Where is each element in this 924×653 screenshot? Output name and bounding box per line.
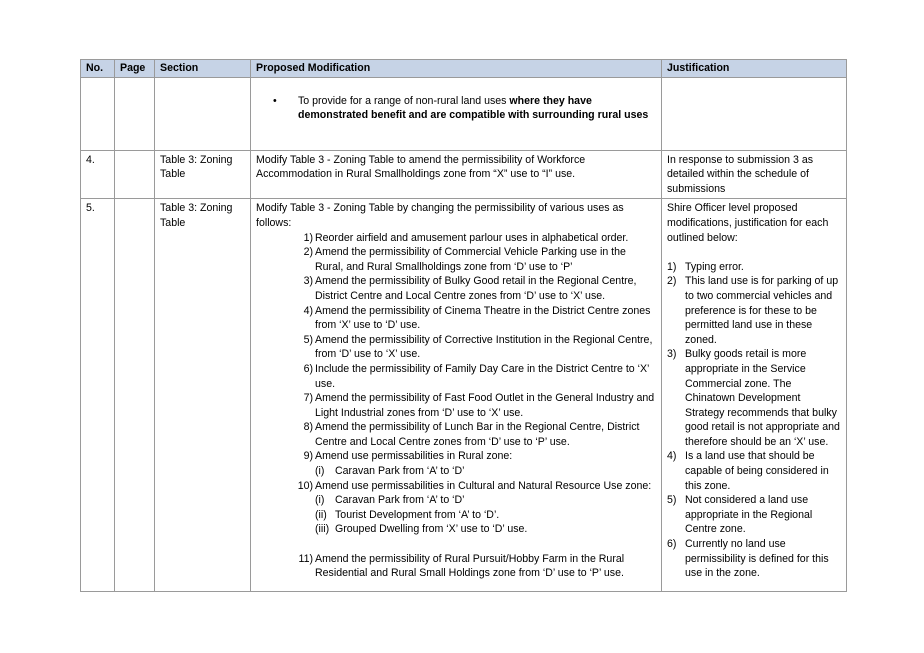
bullet-icon: • bbox=[273, 94, 277, 107]
list-item: 6) Include the permissibility of Family Day Care in the District Centre to ‘X’ use. bbox=[303, 362, 650, 390]
list-item: 3) Bulky goods retail is more appropriate in the Service Commercial zone. The Chinatown Development Strategy recommends that bulky good retail is not appropriate and therefore should be an ‘X’ use. bbox=[667, 348, 840, 448]
row-modification: Modify Table 3 - Zoning Table to amend the permissibility of Workforce Accommodation in Rural Smallholdings zone from “X” use to “I” use. bbox=[251, 150, 662, 199]
bullet-text-bold: where they have demonstrated benefit and are compatible with surrounding rural uses bbox=[298, 94, 649, 122]
sub-list bbox=[315, 464, 656, 479]
modifications-table bbox=[80, 59, 847, 592]
list-item: 9) Amend use permissabilities in Rural zone: (i) Caravan Park from ‘A’ to ‘D’ bbox=[256, 449, 656, 478]
modification-list bbox=[256, 231, 656, 581]
justification-intro: Shire Officer level proposed modifications, justification for each outlined below: bbox=[667, 202, 829, 244]
list-item: 4) Is a land use that should be capable of being considered in this zone. bbox=[667, 450, 829, 492]
row-section: Table 3: Zoning Table bbox=[155, 199, 251, 592]
header-no: No. bbox=[81, 60, 115, 78]
modification-intro: Modify Table 3 - Zoning Table by changing the permissibility of various uses as follows: bbox=[256, 202, 624, 229]
table-row bbox=[81, 150, 847, 199]
row-modification bbox=[251, 199, 662, 592]
list-item: 8) Amend the permissibility of Lunch Bar in the Regional Centre, District Centre and Local Centre zones from ‘D’ use to ‘P’ use. bbox=[303, 421, 640, 448]
sub-list-item: (iii) Grouped Dwelling from ‘X’ use to ‘D’ use. bbox=[315, 523, 528, 536]
cell-justification bbox=[662, 77, 847, 150]
cell-section bbox=[155, 77, 251, 150]
bullet-text-regular: To provide for a range of non-rural land uses bbox=[298, 94, 510, 107]
row-number: 5. bbox=[81, 199, 115, 592]
cell-page bbox=[115, 77, 155, 150]
table-row-continued bbox=[81, 77, 847, 150]
table-row bbox=[81, 199, 847, 592]
sub-list bbox=[315, 493, 656, 537]
list-item: 1) Typing error. bbox=[667, 260, 744, 273]
header-justification: Justification bbox=[662, 60, 847, 78]
cell-no bbox=[81, 77, 115, 150]
header-proposed-modification: Proposed Modification bbox=[251, 60, 662, 78]
list-item: 6) Currently no land use permissibility is defined for this use in the zone. bbox=[667, 538, 829, 580]
cell-modification bbox=[251, 77, 662, 150]
list-item: 5) Amend the permissibility of Corrective Institution in the Regional Centre, from ‘D’ use to ‘X’ use. bbox=[303, 333, 653, 361]
header-section: Section bbox=[155, 60, 251, 78]
bullet-item bbox=[256, 94, 656, 123]
list-item: 3) Amend the permissibility of Bulky Good retail in the Regional Centre, District Centre and Local Centre zones from ‘D’ use to ‘X’ use. bbox=[303, 275, 637, 302]
row-page bbox=[115, 199, 155, 592]
header-page: Page bbox=[115, 60, 155, 78]
sub-list-item: (ii) Tourist Development from ‘A’ to ‘D’. bbox=[315, 508, 500, 521]
list-item: 7) Amend the permissibility of Fast Food Outlet in the General Industry and Light Industrial zones from ‘D’ use to ‘X’ use. bbox=[303, 392, 655, 419]
list-item: 10) Amend use permissabilities in Cultural and Natural Resource Use zone: (i) Caravan Park from ‘A’ to ‘D’ (ii) Tourist Development from ‘A’ to ‘D’. (iii) Grouped Dwelling from ‘X’ use to ‘D’ use. bbox=[256, 479, 656, 552]
list-item: 2) Amend the permissibility of Commercial Vehicle Parking use in the Rural, and Rural Smallholdings zone from ‘D’ use to ‘P’ bbox=[303, 246, 626, 273]
list-item: 2) This land use is for parking of up to two commercial vehicles and preference is for these to be permitted land use in these zoned. bbox=[667, 275, 839, 346]
row-justification bbox=[662, 199, 847, 592]
justification-list bbox=[667, 260, 841, 581]
row-justification: In response to submission 3 as detailed within the schedule of submissions bbox=[662, 150, 847, 199]
list-item: 4) Amend the permissibility of Cinema Theatre in the District Centre zones from ‘X’ use to ‘D’ use. bbox=[303, 304, 651, 332]
table-header-row bbox=[81, 60, 847, 78]
list-item: 1) Reorder airfield and amusement parlour uses in alphabetical order. bbox=[303, 231, 629, 244]
sub-list-item: (i) Caravan Park from ‘A’ to ‘D’ bbox=[315, 494, 465, 507]
sub-list-item: (i) Caravan Park from ‘A’ to ‘D’ bbox=[315, 465, 465, 478]
row-section: Table 3: Zoning Table bbox=[155, 150, 251, 199]
list-item: 5) Not considered a land use appropriate in the Regional Centre zone. bbox=[667, 494, 813, 536]
row-page bbox=[115, 150, 155, 199]
list-item: 11) Amend the permissibility of Rural Pursuit/Hobby Farm in the Rural Residential and Rural Small Holdings zone from ‘D’ use to ‘P’ use. bbox=[298, 552, 625, 580]
row-number: 4. bbox=[81, 150, 115, 199]
